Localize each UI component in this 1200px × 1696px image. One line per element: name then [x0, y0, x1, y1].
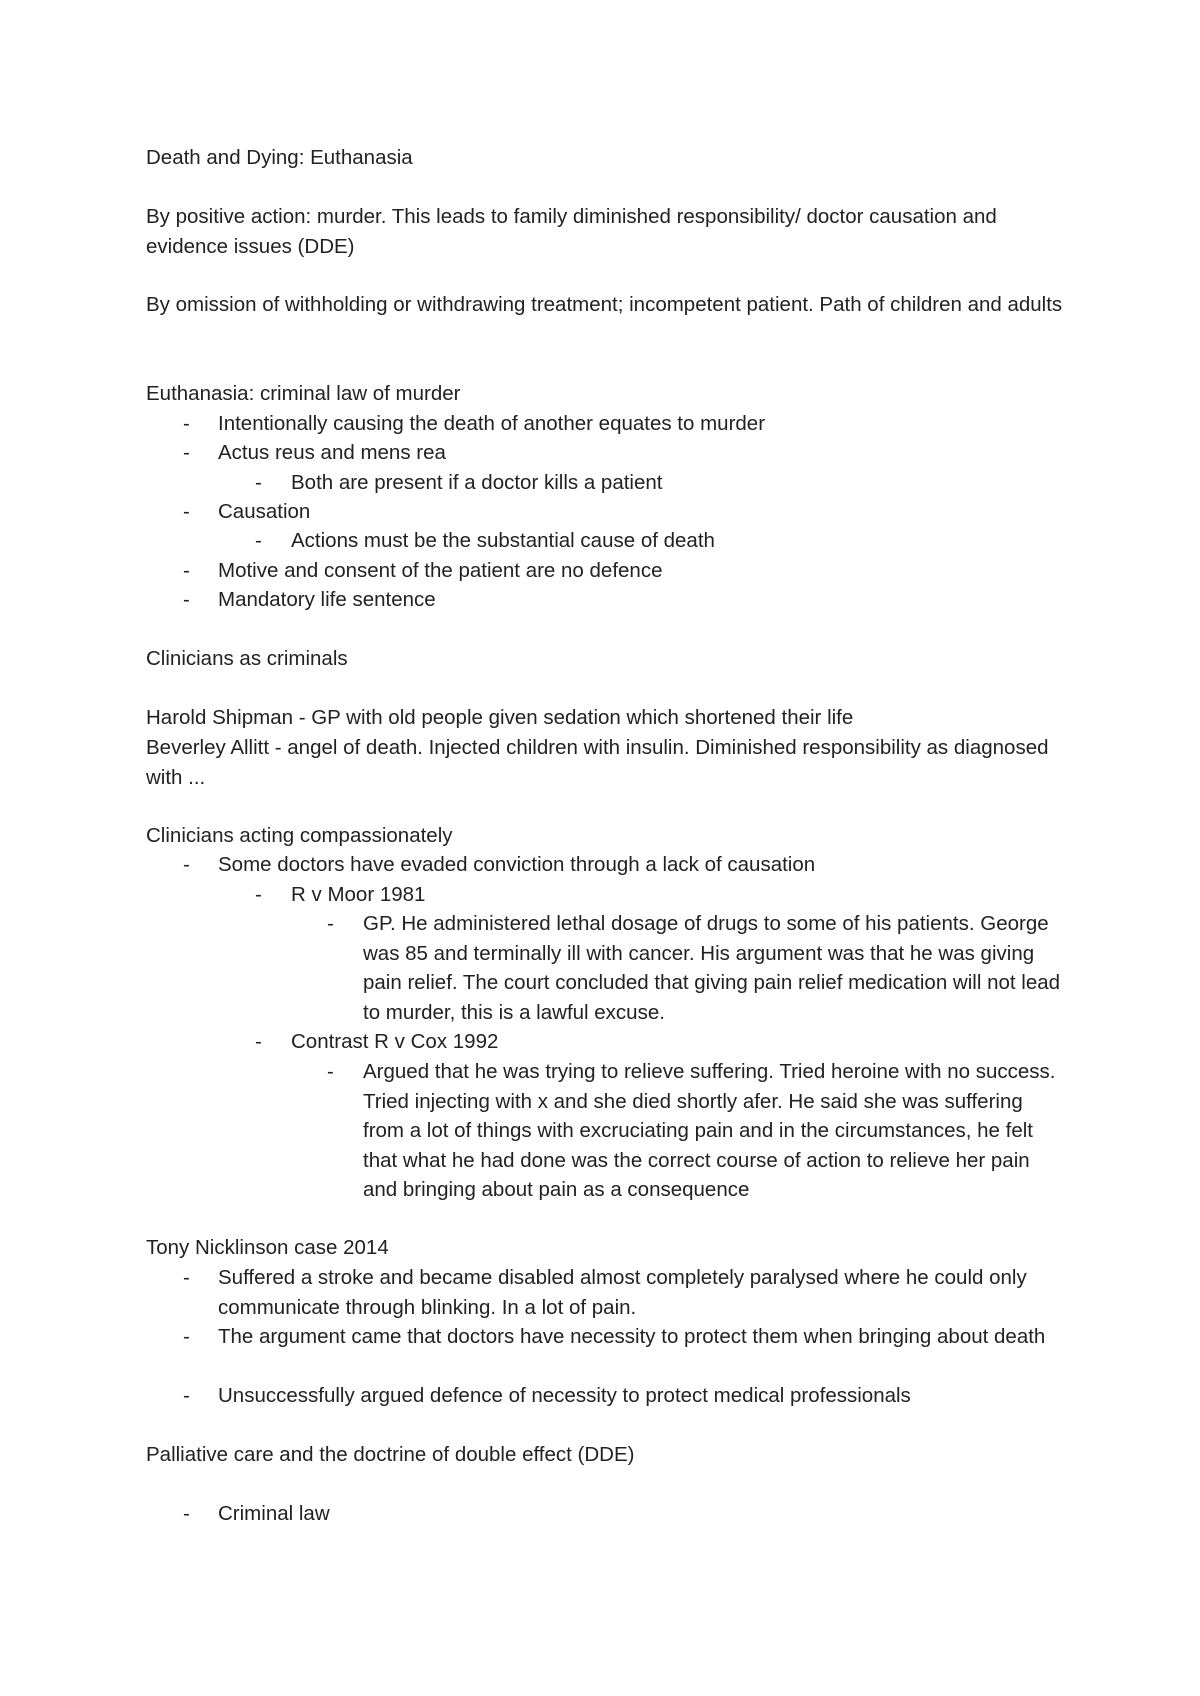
- list-item: [183, 497, 1078, 527]
- list-item: [183, 1381, 1078, 1411]
- list-item-text: R v Moor 1981: [291, 883, 426, 906]
- bullet-dash: -: [255, 471, 262, 494]
- list-item-text: Actus reus and mens rea: [218, 441, 446, 464]
- list-item: [183, 850, 1078, 880]
- list-item: [255, 880, 1081, 910]
- paragraph-positive-action: By positive action: murder. This leads to family diminished responsibility/ doctor causation and evidence issues (DDE): [146, 205, 997, 258]
- document-title: Death and Dying: Euthanasia: [146, 146, 413, 169]
- bullet-dash: -: [183, 1266, 190, 1289]
- paragraph-allitt: Beverley Allitt - angel of death. Injected children with insulin. Diminished responsibility as diagnosed with ...: [146, 736, 1049, 789]
- list-item: [183, 1499, 1078, 1529]
- list-item: [255, 526, 1081, 556]
- bullet-dash: -: [327, 912, 334, 935]
- list-item-text: Suffered a stroke and became disabled almost completely paralysed where he could only communicate through blinking. In a lot of pain.: [218, 1266, 1027, 1319]
- list-item-text: Intentionally causing the death of another equates to murder: [218, 412, 766, 435]
- list-item: [327, 1057, 1063, 1205]
- list-item-text: Unsuccessfully argued defence of necessity to protect medical professionals: [218, 1384, 911, 1407]
- bullet-dash: -: [183, 412, 190, 435]
- bullet-dash: -: [255, 883, 262, 906]
- list-item-text: Contrast R v Cox 1992: [291, 1030, 499, 1053]
- list-item-text: Criminal law: [218, 1502, 330, 1525]
- list-item: [183, 585, 1078, 615]
- bullet-dash: -: [183, 1384, 190, 1407]
- list-item-text: Causation: [218, 500, 311, 523]
- list-item: [183, 1263, 1078, 1322]
- bullet-dash: -: [183, 1502, 190, 1525]
- section-heading-clinicians-criminals: Clinicians as criminals: [146, 647, 348, 670]
- paragraph-shipman: Harold Shipman - GP with old people given sedation which shortened their life: [146, 706, 854, 729]
- list-item-text: Motive and consent of the patient are no defence: [218, 559, 663, 582]
- list-item: [327, 909, 1063, 1027]
- list-item-text: GP. He administered lethal dosage of drugs to some of his patients. George was 85 and terminally ill with cancer. His argument was that he was giving pain relief. The court concluded that giving pain relief medication will not lead to murder, this is a lawful excuse.: [363, 912, 1061, 1024]
- list-item-text: Actions must be the substantial cause of death: [291, 529, 715, 552]
- bullet-dash: -: [183, 441, 190, 464]
- bullet-dash: -: [183, 853, 190, 876]
- bullet-dash: -: [327, 1060, 334, 1083]
- bullet-dash: -: [255, 1030, 262, 1053]
- section-heading-nicklinson: Tony Nicklinson case 2014: [146, 1236, 389, 1259]
- bullet-dash: -: [255, 529, 262, 552]
- list-item-text: Both are present if a doctor kills a patient: [291, 471, 663, 494]
- section-heading-compassionate: Clinicians acting compassionately: [146, 824, 453, 847]
- list-item: [183, 1322, 1078, 1352]
- bullet-dash: -: [183, 588, 190, 611]
- list-item-text: Argued that he was trying to relieve suffering. Tried heroine with no success. Tried injecting with x and she died shortly afer. He said she was suffering from a lot of things with excruciating pain and in the circumstances, he felt that what he had done was the correct course of action to relieve her pain and bringing about pain as a consequence: [363, 1060, 1056, 1201]
- list-item: [183, 438, 1078, 468]
- paragraph-omission: By omission of withholding or withdrawing treatment; incompetent patient. Path of children and adults: [146, 293, 1063, 316]
- bullet-dash: -: [183, 1325, 190, 1348]
- list-item-text: Mandatory life sentence: [218, 588, 436, 611]
- list-item: [255, 468, 1081, 498]
- section-heading-criminal-law: Euthanasia: criminal law of murder: [146, 382, 461, 405]
- list-item: [183, 556, 1078, 586]
- list-item-text: The argument came that doctors have necessity to protect them when bringing about death: [218, 1325, 1046, 1348]
- list-item: [183, 409, 1078, 439]
- section-heading-palliative-care: Palliative care and the doctrine of double effect (DDE): [146, 1443, 635, 1466]
- bullet-dash: -: [183, 559, 190, 582]
- list-item-text: Some doctors have evaded conviction through a lack of causation: [218, 853, 816, 876]
- bullet-dash: -: [183, 500, 190, 523]
- list-item: [255, 1027, 1081, 1057]
